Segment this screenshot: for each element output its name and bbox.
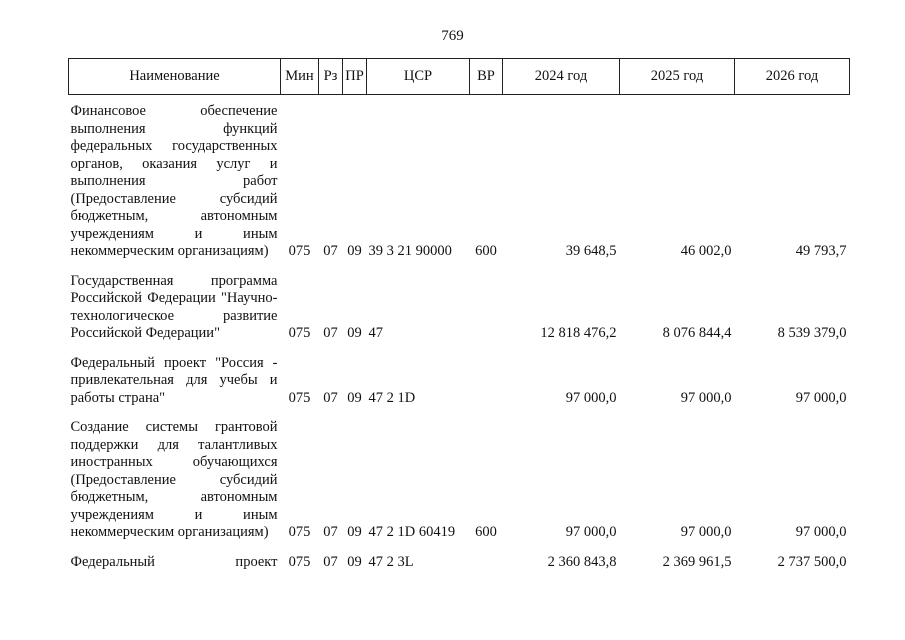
budget-table xyxy=(68,58,850,573)
row-pr: 09 xyxy=(347,325,362,341)
row-2026: 97 000,0 xyxy=(795,389,847,406)
row-name: Создание системы грантовой поддержки для талантливых иностранных обучающихся (Предоставление субсидий бюджетным, автономным учреждениям и иным некоммерческим организациям) xyxy=(70,419,278,540)
header-pr: ПР xyxy=(343,59,367,95)
row-name: Федеральный проект "Россия - привлекательная для учебы и работы страна" xyxy=(70,354,278,406)
header-name: Наименование xyxy=(69,59,281,95)
row-min: 075 xyxy=(288,325,311,341)
row-vr: 600 xyxy=(475,243,497,259)
row-min: 075 xyxy=(288,524,311,540)
row-rz: 07 xyxy=(323,553,338,570)
header-2025: 2025 год xyxy=(620,59,735,95)
table-body xyxy=(69,95,850,574)
row-name: Финансовое обеспечение выполнения функций федеральных государственных органов, оказания услуг и выполнения работ (Предоставление субсидий бюджетным, автономным учреждениям и иным некоммерческим организациям) xyxy=(70,103,278,259)
row-name: Государственная программа Российской Федерации "Научно-технологическое развитие Российской Федерации" xyxy=(70,272,278,341)
table-header xyxy=(69,59,850,95)
header-min: Мин xyxy=(281,59,319,95)
row-rz: 07 xyxy=(323,524,338,540)
header-rz: Рз xyxy=(319,59,343,95)
row-csr: 39 3 21 90000 xyxy=(368,243,452,259)
row-min: 075 xyxy=(288,243,311,259)
row-rz: 07 xyxy=(323,389,338,406)
row-vr: 600 xyxy=(475,524,497,540)
row-2025: 97 000,0 xyxy=(680,389,732,406)
table-row xyxy=(69,95,850,263)
row-pr: 09 xyxy=(347,524,362,540)
row-2024: 12 818 476,2 xyxy=(540,325,617,341)
row-2025: 46 002,0 xyxy=(680,243,732,259)
row-rz: 07 xyxy=(323,325,338,341)
row-2026: 97 000,0 xyxy=(795,524,847,540)
header-2026: 2026 год xyxy=(735,59,850,95)
row-csr: 47 xyxy=(368,325,383,341)
row-vr xyxy=(470,544,503,574)
row-pr: 09 xyxy=(347,389,362,406)
table-row xyxy=(69,263,850,345)
row-pr: 09 xyxy=(347,553,362,570)
row-2025: 97 000,0 xyxy=(680,524,732,540)
row-csr: 47 2 1D xyxy=(368,389,416,406)
header-vr: ВР xyxy=(470,59,503,95)
row-min: 075 xyxy=(288,553,311,570)
row-2024: 97 000,0 xyxy=(565,524,617,540)
table-row xyxy=(69,544,850,574)
row-2024: 97 000,0 xyxy=(565,389,617,406)
row-2024: 2 360 843,8 xyxy=(547,553,617,570)
header-csr: ЦСР xyxy=(367,59,470,95)
row-csr: 47 2 3L xyxy=(368,553,414,570)
row-pr: 09 xyxy=(347,243,362,259)
row-2025: 2 369 961,5 xyxy=(662,553,732,570)
row-vr xyxy=(470,345,503,410)
table-row xyxy=(69,409,850,544)
row-2026: 2 737 500,0 xyxy=(777,553,847,570)
row-name: Федеральный проект xyxy=(70,553,278,570)
row-2026: 49 793,7 xyxy=(795,243,847,259)
table-row xyxy=(69,345,850,410)
row-2025: 8 076 844,4 xyxy=(662,325,732,341)
row-2026: 8 539 379,0 xyxy=(777,325,847,341)
page-number: 769 xyxy=(441,28,464,44)
row-csr: 47 2 1D 60419 xyxy=(368,524,456,540)
row-min: 075 xyxy=(288,389,311,406)
header-2024: 2024 год xyxy=(503,59,620,95)
header-row xyxy=(69,59,850,95)
row-2024: 39 648,5 xyxy=(565,243,617,259)
row-vr xyxy=(470,263,503,345)
row-rz: 07 xyxy=(323,243,338,259)
